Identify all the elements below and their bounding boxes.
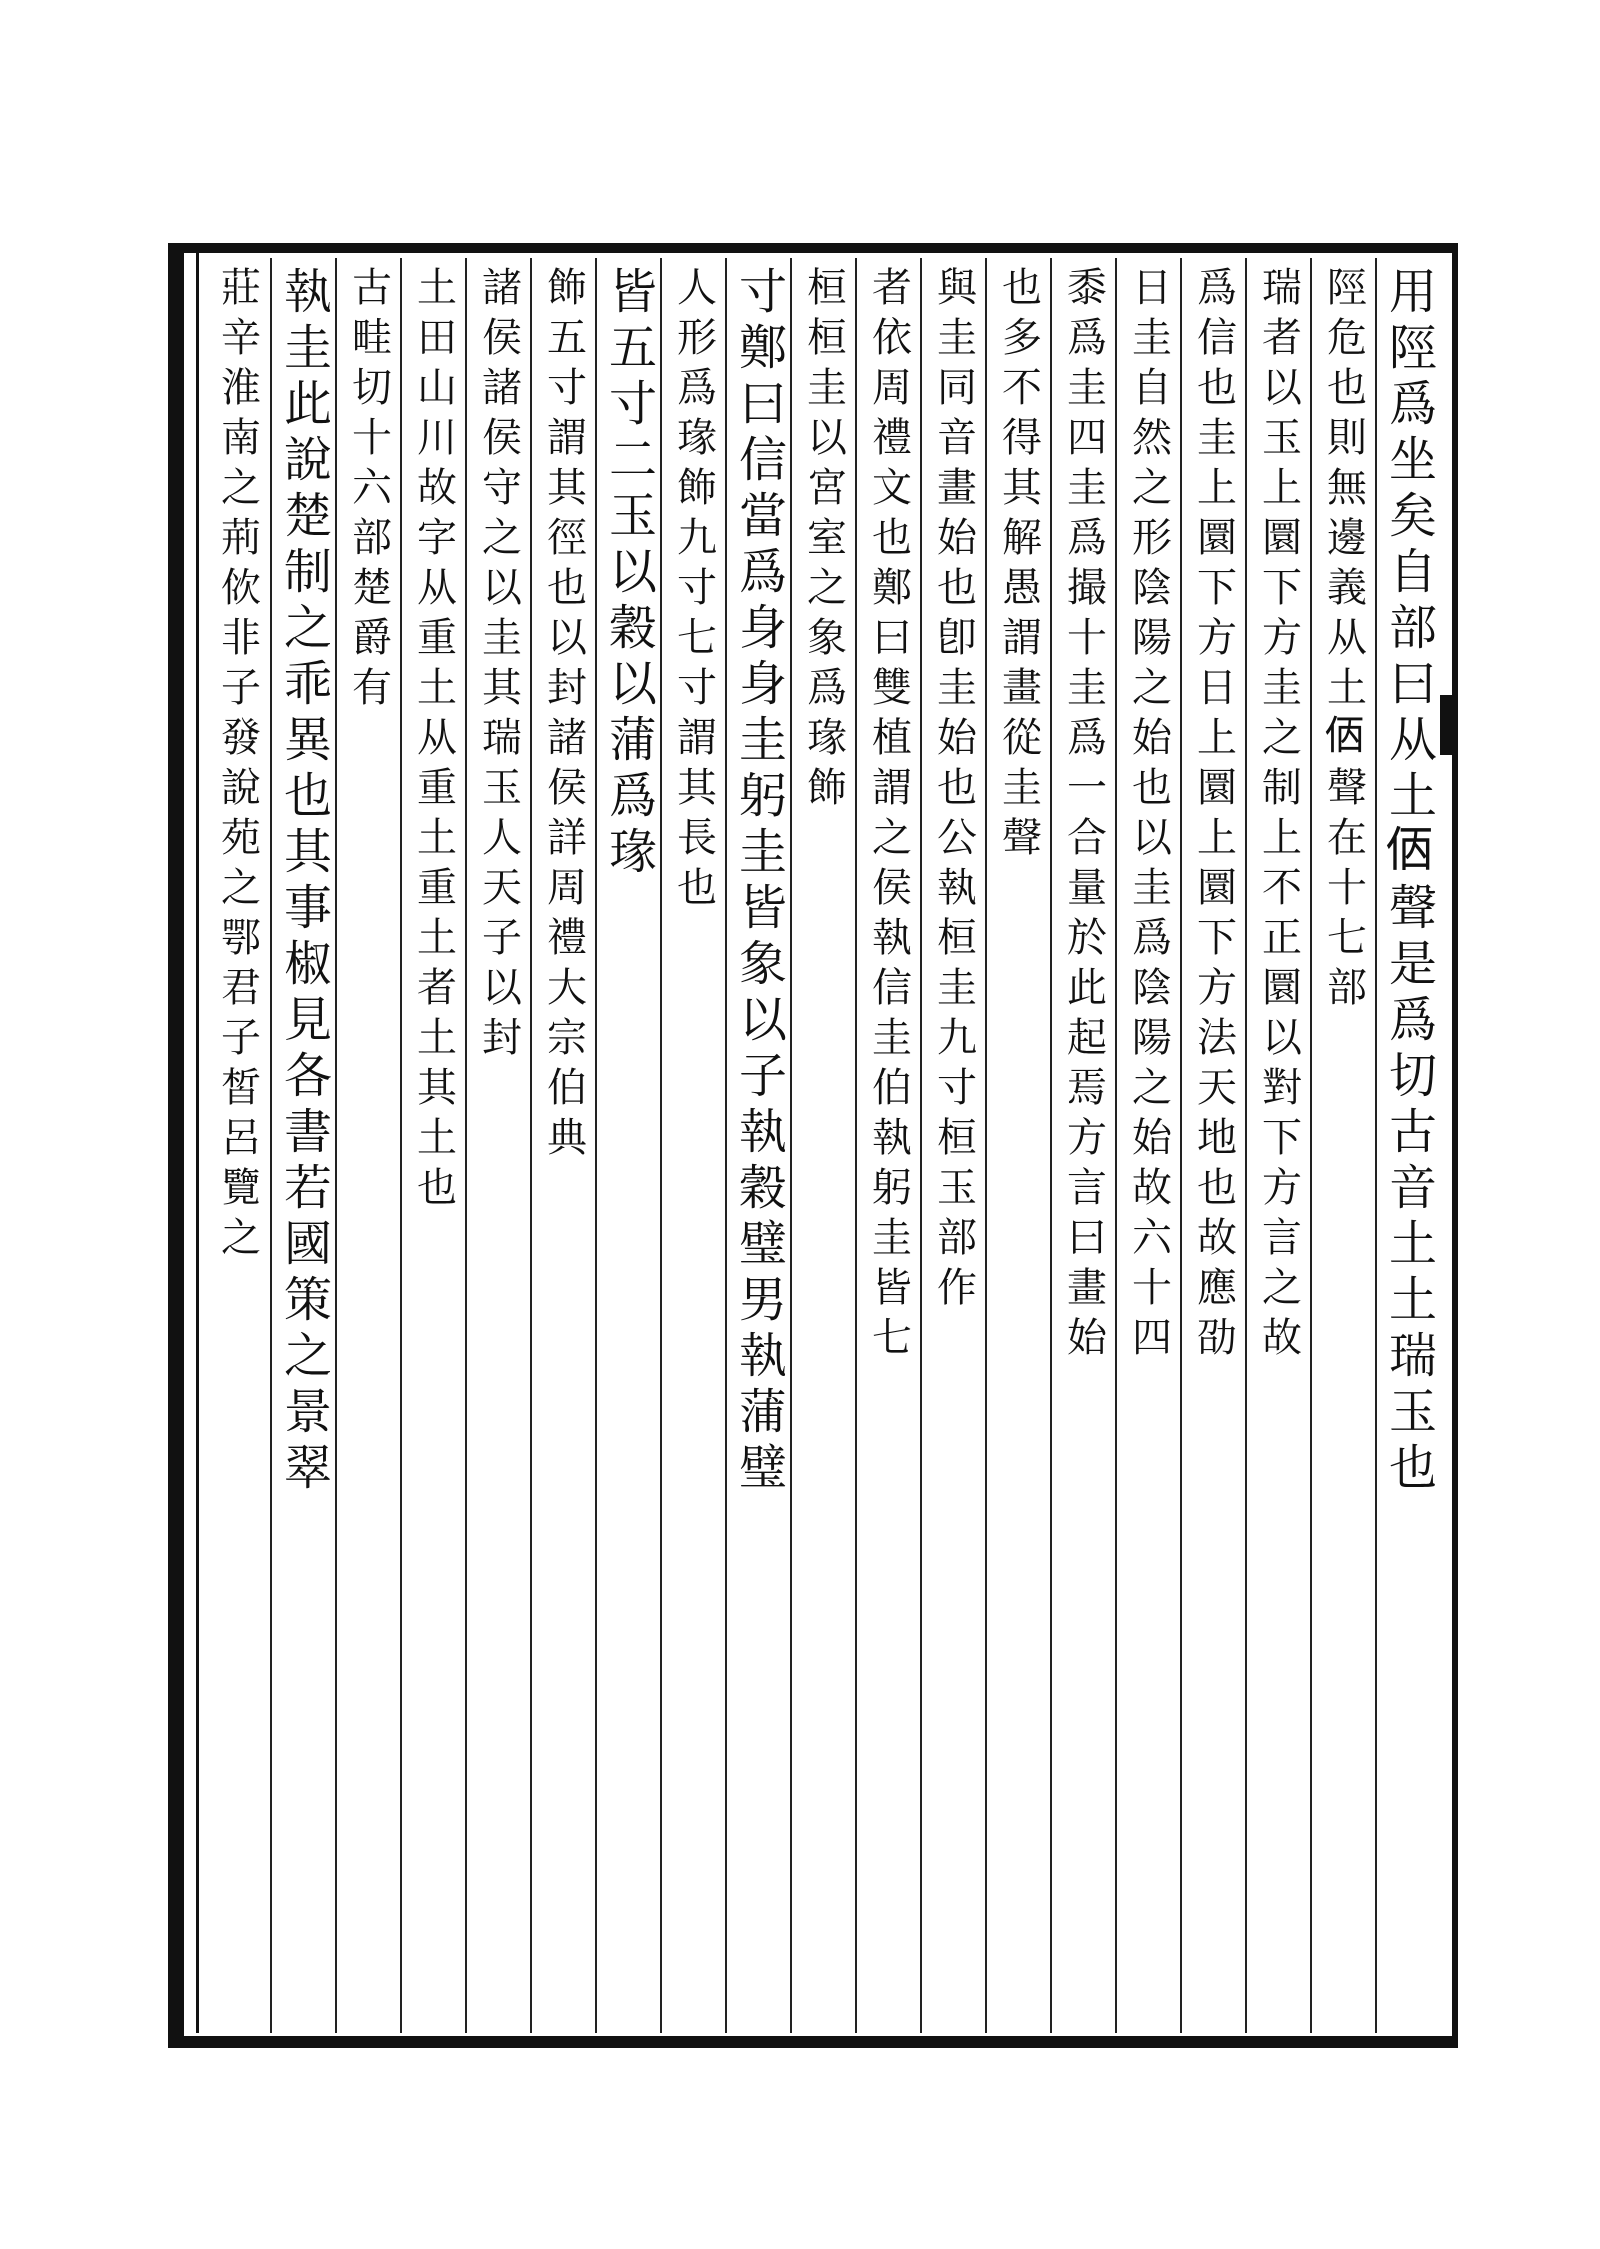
text-column [1180,258,1245,2033]
column-text: 土田山川故字从重土从重土重土者土其土也 [410,266,457,1216]
column-text: 也多不得其解愚謂畫從圭聲 [995,266,1042,866]
text-column [270,258,335,2033]
column-text: 皆五寸二玉以穀以蒲爲瑑 [600,266,657,882]
column-text: 與圭同音畫始也卽圭始也公執桓圭九寸桓玉部作 [930,266,977,1316]
text-column [205,258,270,2033]
text-column [725,258,790,2033]
column-text: 飾五寸謂其徑也以封諸侯詳周禮大宗伯典 [540,266,587,1166]
margin-tab-mark [1440,695,1454,755]
column-text: 莊辛淮南之荊佽非子發說苑之鄂君子皙呂覽之 [214,266,261,1266]
text-column [1310,258,1375,2033]
column-text: 者依周禮文也鄭曰雙植謂之侯執信圭伯執躬圭皆七 [865,266,912,1366]
column-text: 執圭此說楚制之乖異也其事椒見各書若國策之景翠 [275,266,332,1498]
column-text: 桓桓圭以宮室之象爲瑑飾 [800,266,847,816]
column-text: 人形爲瑑飾九寸七寸謂其長也 [670,266,717,916]
text-column [920,258,985,2033]
column-text: 諸侯諸侯守之以圭其瑞玉人天子以封 [475,266,522,1066]
text-column [465,258,530,2033]
text-columns [205,258,1440,2033]
text-column [790,258,855,2033]
column-text: 陘危也則無邊義从土𠈇聲在十七部 [1320,266,1367,1016]
text-column [1245,258,1310,2033]
text-column [595,258,660,2033]
column-text: 瑞者以玉上圜下方圭之制上不正圜以對下方言之故 [1255,266,1302,1366]
text-column [1050,258,1115,2033]
column-text: 爲信也圭上圜下方日上圜上圜下方法天地也故應劭 [1190,266,1237,1366]
text-column [855,258,920,2033]
column-text: 日圭自然之形陰陽之始也以圭爲陰陽之始故六十四 [1125,266,1172,1366]
text-column [660,258,725,2033]
column-text: 古畦切十六部楚爵有 [345,266,392,716]
text-column [1375,258,1440,2033]
column-text: 寸鄭曰信當爲身身圭躬圭皆象以子執穀璧男執蒲璧 [730,266,787,1498]
column-text: 用陘爲坐矣自部曰从土𠈇聲是爲切古音土土瑞玉也 [1380,266,1437,1498]
text-column [335,258,400,2033]
column-text: 黍爲圭四圭爲撮十圭爲一合量於此起焉方言曰畫始 [1060,266,1107,1366]
text-column [985,258,1050,2033]
text-column [1115,258,1180,2033]
text-column [400,258,465,2033]
inner-border-rule [196,253,199,2033]
text-column [530,258,595,2033]
